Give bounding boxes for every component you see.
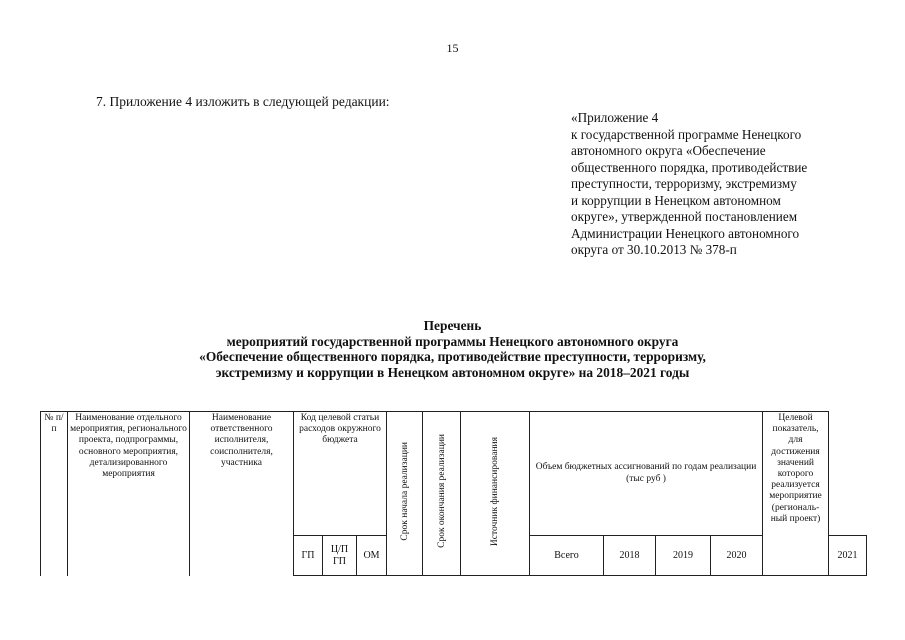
header-end-text: Срок окончания реализации	[436, 434, 447, 549]
sub-volume-total: Всего	[530, 536, 604, 576]
sub-volume-2018: 2018	[604, 536, 656, 576]
appendix-line: округа от 30.10.2013 № 378-п	[571, 242, 737, 257]
header-code: Код целевой статьи расходов окружного бюджета	[294, 412, 387, 536]
header-target: Целевой показатель, для достижения значений которого реализуется мероприятие (региональ-ный проект)	[763, 412, 829, 576]
title-line: экстремизму и коррупции в Ненецком автономном округе» на 2018–2021 годы	[215, 364, 690, 380]
sub-volume-2021: 2021	[829, 536, 867, 576]
title-line: «Обеспечение общественного порядка, противодействие преступности, терроризму,	[199, 349, 706, 364]
title-line: мероприятий государственной программы Ненецкого автономного округа	[226, 333, 679, 349]
header-end	[423, 412, 461, 576]
header-start	[387, 412, 423, 576]
document-title	[0, 318, 905, 380]
appendix-line: преступности, терроризму, экстремизму	[571, 176, 797, 191]
appendix-block	[571, 110, 841, 259]
appendix-line: автономного округа «Обеспечение	[571, 143, 766, 158]
sub-code-gp: ГП	[294, 536, 323, 576]
sub-volume-2019: 2019	[656, 536, 711, 576]
page-number: 15	[446, 41, 459, 55]
header-source	[461, 412, 530, 576]
appendix-line: и коррупции в Ненецком автономном	[571, 192, 781, 208]
activities-table	[40, 411, 867, 576]
header-name: Наименование отдельного мероприятия, регионального проекта, подпрограммы, основного мероприятия, детализированного мероприятия	[68, 412, 190, 576]
sub-volume-2020: 2020	[711, 536, 763, 576]
appendix-line: округе», утвержденной постановлением	[571, 209, 798, 224]
appendix-line: Администрации Ненецкого автономного	[571, 225, 800, 241]
item-text: 7. Приложение 4 изложить в следующей редакции:	[96, 94, 390, 109]
header-volume: Объем бюджетных ассигнований по годам реализации (тыс руб )	[530, 412, 763, 536]
header-num: № п/п	[41, 412, 68, 576]
sub-code-cpgp: Ц/П ГП	[323, 536, 357, 576]
appendix-line: «Приложение 4	[571, 110, 659, 125]
header-start-text: Срок начала реализации	[399, 442, 410, 541]
title-line: Перечень	[423, 318, 482, 333]
appendix-line: общественного порядка, противодействие	[571, 159, 808, 175]
header-source-text: Источник финансирования	[490, 436, 501, 546]
header-executor: Наименование ответственного исполнителя, соисполнителя, участника	[190, 412, 294, 576]
sub-code-om: ОМ	[357, 536, 387, 576]
appendix-line: к государственной программе Ненецкого	[571, 126, 802, 142]
